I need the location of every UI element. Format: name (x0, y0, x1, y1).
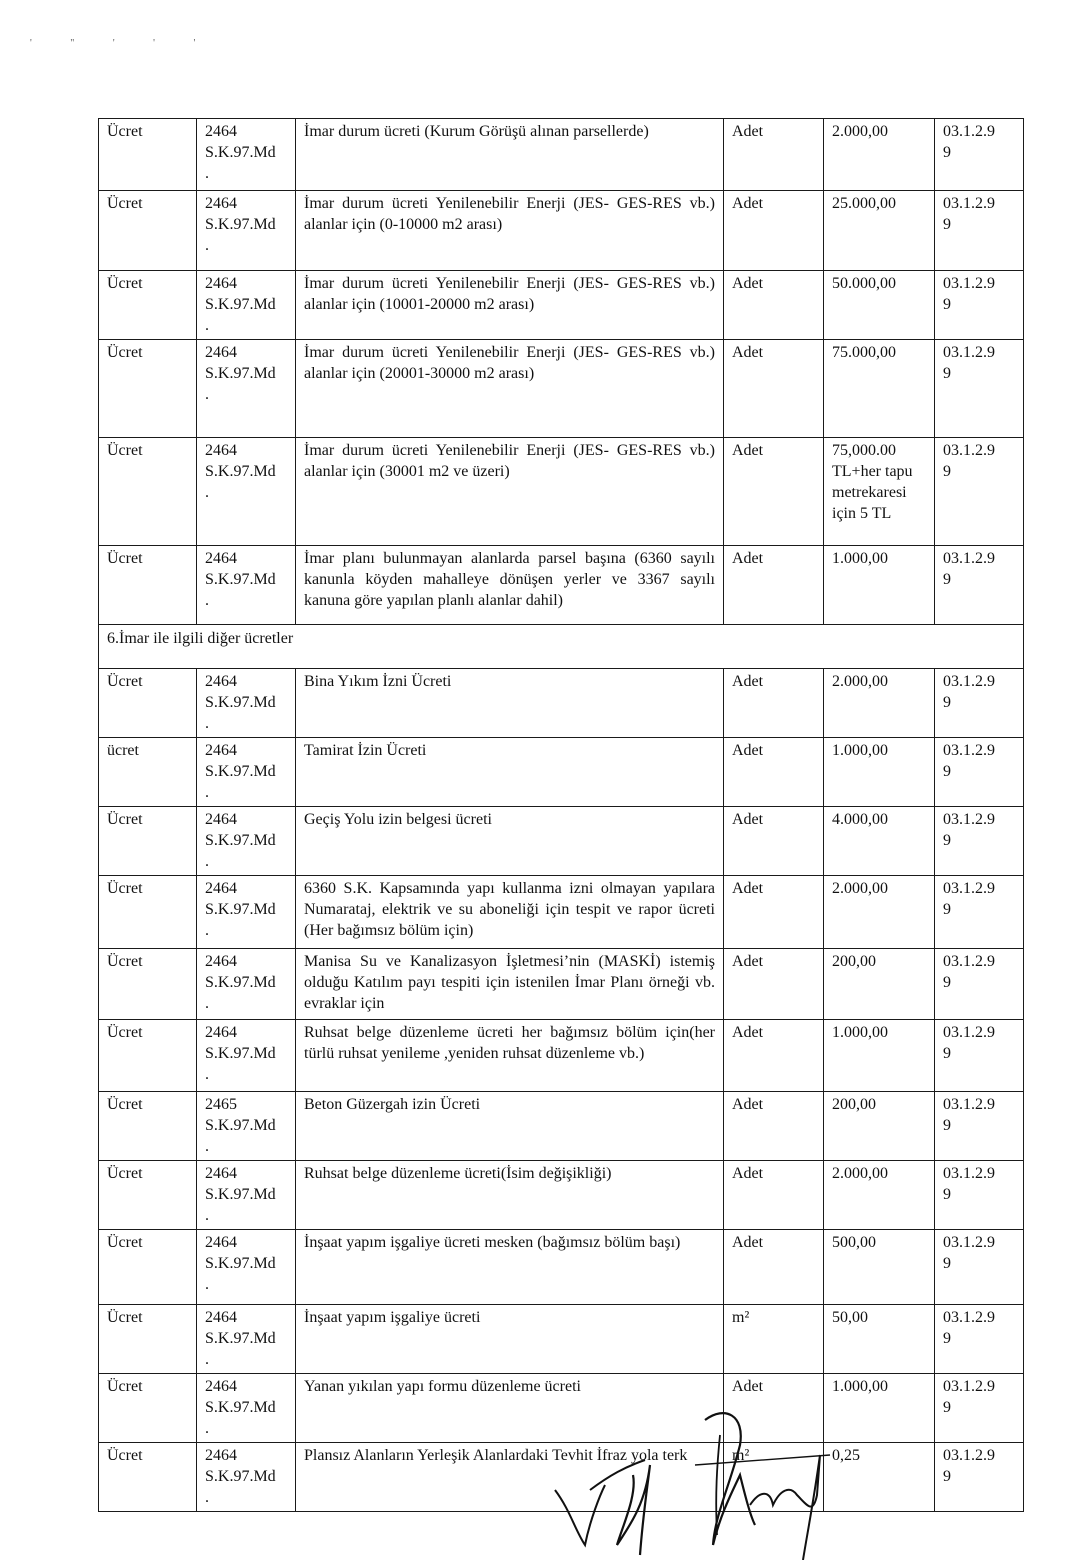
fee-description-cell: İnşaat yapım işgaliye ücreti mesken (bağımsız bölüm başı) (296, 1230, 724, 1305)
amount-cell: 1.000,00 (824, 1374, 935, 1443)
budget-code-line: 9 (943, 144, 951, 161)
amount-cell: 1.000,00 (824, 546, 935, 625)
law-reference-line: 2465 (205, 1096, 237, 1113)
budget-code-line: 9 (943, 694, 951, 711)
budget-code-cell (935, 1092, 1024, 1161)
law-reference-cell (197, 546, 296, 625)
budget-code-line: 9 (943, 1255, 951, 1272)
amount-cell: 2.000,00 (824, 876, 935, 949)
table-row (99, 876, 1024, 949)
budget-code-cell (935, 271, 1024, 340)
fee-type-cell: ücret (99, 738, 197, 807)
law-reference-line: S.K.97.Md (205, 763, 276, 780)
budget-code-cell (935, 1374, 1024, 1443)
unit-cell: Adet (724, 669, 824, 738)
table-row (99, 546, 1024, 625)
budget-code-line: 03.1.2.9 (943, 880, 995, 897)
law-reference-line: S.K.97.Md (205, 974, 276, 991)
law-reference-line: 2464 (205, 344, 237, 361)
law-reference-cell (197, 438, 296, 546)
law-reference-line: S.K.97.Md (205, 463, 276, 480)
budget-code-cell (935, 1305, 1024, 1374)
budget-code-line: 03.1.2.9 (943, 673, 995, 690)
table-row (99, 340, 1024, 438)
law-reference-line: S.K.97.Md (205, 901, 276, 918)
law-reference-cell (197, 191, 296, 271)
law-reference-line: S.K.97.Md (205, 1186, 276, 1203)
law-reference-line: 2464 (205, 742, 237, 759)
signature-marks (545, 1395, 845, 1560)
fee-type-cell: Ücret (99, 1092, 197, 1161)
unit-cell: Adet (724, 807, 824, 876)
table-row (99, 807, 1024, 876)
law-reference-line: . (205, 1066, 209, 1083)
amount-cell: 50,00 (824, 1305, 935, 1374)
law-reference-line: 2464 (205, 1165, 237, 1182)
budget-code-cell (935, 949, 1024, 1020)
budget-code-line: 9 (943, 1045, 951, 1062)
budget-code-line: 03.1.2.9 (943, 123, 995, 140)
budget-code-line: 03.1.2.9 (943, 811, 995, 828)
budget-code-cell (935, 876, 1024, 949)
budget-code-line: 9 (943, 463, 951, 480)
law-reference-line: . (205, 922, 209, 939)
table-row (99, 669, 1024, 738)
law-reference-line: S.K.97.Md (205, 365, 276, 382)
budget-code-line: 9 (943, 1117, 951, 1134)
law-reference-line: S.K.97.Md (205, 1117, 276, 1134)
law-reference-cell (197, 1230, 296, 1305)
fee-type-cell: Ücret (99, 669, 197, 738)
fee-type-cell: Ücret (99, 1374, 197, 1443)
law-reference-line: . (205, 715, 209, 732)
table-row (99, 949, 1024, 1020)
section-title: 6.İmar ile ilgili diğer ücretler (99, 625, 1024, 669)
budget-code-line: 9 (943, 1468, 951, 1485)
law-reference-line: . (205, 1489, 209, 1506)
law-reference-line: . (205, 317, 209, 334)
fee-description-cell: İmar durum ücreti Yenilenebilir Enerji (JES- GES-RES vb.) alanlar için (30001 m2 ve üzeri) (296, 438, 724, 546)
table-row (99, 738, 1024, 807)
law-reference-line: S.K.97.Md (205, 1330, 276, 1347)
law-reference-line: S.K.97.Md (205, 216, 276, 233)
law-reference-line: S.K.97.Md (205, 571, 276, 588)
budget-code-line: 9 (943, 974, 951, 991)
budget-code-cell (935, 1161, 1024, 1230)
law-reference-cell (197, 271, 296, 340)
budget-code-cell (935, 1020, 1024, 1092)
law-reference-cell (197, 669, 296, 738)
unit-cell: m² (724, 1305, 824, 1374)
unit-cell: m² (724, 1443, 824, 1512)
budget-code-line: 03.1.2.9 (943, 1234, 995, 1251)
table-row (99, 271, 1024, 340)
unit-cell: Adet (724, 191, 824, 271)
fee-description-cell: Bina Yıkım İzni Ücreti (296, 669, 724, 738)
budget-code-cell (935, 191, 1024, 271)
fee-type-cell: Ücret (99, 876, 197, 949)
budget-code-cell (935, 340, 1024, 438)
law-reference-cell (197, 738, 296, 807)
amount-cell: 500,00 (824, 1230, 935, 1305)
fee-type-cell: Ücret (99, 1305, 197, 1374)
fee-description-cell: Beton Güzergah izin Ücreti (296, 1092, 724, 1161)
unit-cell: Adet (724, 1020, 824, 1092)
law-reference-line: . (205, 592, 209, 609)
law-reference-cell (197, 1443, 296, 1512)
budget-code-line: 03.1.2.9 (943, 275, 995, 292)
unit-cell: Adet (724, 546, 824, 625)
fee-description-cell: Manisa Su ve Kanalizasyon İşletmesi’nin (MASKİ) istemiş olduğu Katılım payı tespiti için istenilen İmar Planı örneği vb. evraklar için (296, 949, 724, 1020)
law-reference-line: . (205, 1420, 209, 1437)
unit-cell: Adet (724, 271, 824, 340)
fee-description-cell: Yanan yıkılan yapı formu düzenleme ücreti (296, 1374, 724, 1443)
law-reference-line: . (205, 1351, 209, 1368)
law-reference-line: 2464 (205, 1234, 237, 1251)
table-row (99, 191, 1024, 271)
law-reference-cell (197, 1020, 296, 1092)
budget-code-line: 03.1.2.9 (943, 195, 995, 212)
unit-cell: Adet (724, 438, 824, 546)
law-reference-cell (197, 876, 296, 949)
budget-code-line: 03.1.2.9 (943, 742, 995, 759)
budget-code-cell (935, 1230, 1024, 1305)
unit-cell: Adet (724, 738, 824, 807)
law-reference-line: 2464 (205, 880, 237, 897)
fee-description-cell: Tamirat İzin Ücreti (296, 738, 724, 807)
law-reference-cell (197, 340, 296, 438)
scan-specks: ' " ' ' ' (30, 38, 214, 49)
fee-table (98, 118, 1024, 1512)
law-reference-line: . (205, 1276, 209, 1293)
table-row (99, 119, 1024, 191)
budget-code-line: 03.1.2.9 (943, 550, 995, 567)
fee-description-cell: İmar durum ücreti Yenilenebilir Enerji (JES- GES-RES vb.) alanlar için (20001-30000 m2 arası) (296, 340, 724, 438)
unit-cell: Adet (724, 876, 824, 949)
table-row (99, 1161, 1024, 1230)
budget-code-line: 03.1.2.9 (943, 953, 995, 970)
law-reference-cell (197, 949, 296, 1020)
law-reference-line: . (205, 484, 209, 501)
unit-cell: Adet (724, 119, 824, 191)
law-reference-line: S.K.97.Md (205, 144, 276, 161)
law-reference-line: S.K.97.Md (205, 296, 276, 313)
law-reference-line: . (205, 784, 209, 801)
budget-code-line: 9 (943, 571, 951, 588)
law-reference-line: 2464 (205, 811, 237, 828)
law-reference-line: 2464 (205, 550, 237, 567)
amount-cell: 2.000,00 (824, 669, 935, 738)
law-reference-cell (197, 1161, 296, 1230)
law-reference-line: S.K.97.Md (205, 1468, 276, 1485)
fee-description-cell: İmar durum ücreti Yenilenebilir Enerji (JES- GES-RES vb.) alanlar için (10001-20000 m2 arası) (296, 271, 724, 340)
amount-cell: 2.000,00 (824, 119, 935, 191)
fee-description-cell: İmar durum ücreti Yenilenebilir Enerji (JES- GES-RES vb.) alanlar için (0-10000 m2 arası) (296, 191, 724, 271)
budget-code-cell (935, 1443, 1024, 1512)
table-row (99, 438, 1024, 546)
amount-cell: 0,25 (824, 1443, 935, 1512)
fee-type-cell: Ücret (99, 119, 197, 191)
fee-description-cell: Plansız Alanların Yerleşik Alanlardaki Tevhit İfraz yola terk (296, 1443, 724, 1512)
amount-cell: 4.000,00 (824, 807, 935, 876)
fee-description-cell: İnşaat yapım işgaliye ücreti (296, 1305, 724, 1374)
amount-cell: 200,00 (824, 1092, 935, 1161)
unit-cell: Adet (724, 1092, 824, 1161)
budget-code-line: 03.1.2.9 (943, 1378, 995, 1395)
law-reference-line: . (205, 237, 209, 254)
budget-code-line: 03.1.2.9 (943, 1309, 995, 1326)
fee-type-cell: Ücret (99, 438, 197, 546)
unit-cell: Adet (724, 949, 824, 1020)
fee-type-cell: Ücret (99, 1230, 197, 1305)
law-reference-line: . (205, 853, 209, 870)
law-reference-line: S.K.97.Md (205, 694, 276, 711)
budget-code-cell (935, 438, 1024, 546)
fee-type-cell: Ücret (99, 271, 197, 340)
budget-code-line: 03.1.2.9 (943, 1165, 995, 1182)
unit-cell: Adet (724, 340, 824, 438)
unit-cell: Adet (724, 1374, 824, 1443)
fee-description-cell: İmar planı bulunmayan alanlarda parsel başına (6360 sayılı kanunla köyden mahalleye dönüşen yerler ve 3367 sayılı kanuna göre yapılan planlı alanlar dahil) (296, 546, 724, 625)
amount-cell: 1.000,00 (824, 738, 935, 807)
law-reference-line: . (205, 995, 209, 1012)
section-header-row (99, 625, 1024, 669)
fee-description-cell: Ruhsat belge düzenleme ücreti(İsim değişikliği) (296, 1161, 724, 1230)
law-reference-cell (197, 807, 296, 876)
table-row (99, 1305, 1024, 1374)
budget-code-line: 03.1.2.9 (943, 1447, 995, 1464)
budget-code-line: 9 (943, 1399, 951, 1416)
budget-code-line: 9 (943, 216, 951, 233)
fee-type-cell: Ücret (99, 949, 197, 1020)
law-reference-line: . (205, 1138, 209, 1155)
budget-code-cell (935, 738, 1024, 807)
amount-cell: 200,00 (824, 949, 935, 1020)
law-reference-cell (197, 1305, 296, 1374)
fee-description-cell: Ruhsat belge düzenleme ücreti her bağımsız bölüm için(her türlü ruhsat yenileme ,yeniden ruhsat düzenleme vb.) (296, 1020, 724, 1092)
law-reference-line: 2464 (205, 1447, 237, 1464)
law-reference-line: S.K.97.Md (205, 1399, 276, 1416)
law-reference-line: 2464 (205, 123, 237, 140)
table-row (99, 1020, 1024, 1092)
law-reference-line: 2464 (205, 1309, 237, 1326)
law-reference-line: . (205, 386, 209, 403)
fee-description-cell: 6360 S.K. Kapsamında yapı kullanma izni olmayan yapılara Numarataj, elektrik ve su aboneliği için tespit ve rapor ücreti (Her bağımsız bölüm için) (296, 876, 724, 949)
law-reference-cell (197, 1374, 296, 1443)
budget-code-line: 03.1.2.9 (943, 1096, 995, 1113)
amount-cell: 50.000,00 (824, 271, 935, 340)
law-reference-line: 2464 (205, 953, 237, 970)
budget-code-line: 03.1.2.9 (943, 442, 995, 459)
fee-description-cell: İmar durum ücreti (Kurum Görüşü alınan parsellerde) (296, 119, 724, 191)
budget-code-line: 9 (943, 1330, 951, 1347)
budget-code-line: 03.1.2.9 (943, 1024, 995, 1041)
law-reference-line: 2464 (205, 442, 237, 459)
amount-cell: 1.000,00 (824, 1020, 935, 1092)
law-reference-line: S.K.97.Md (205, 1045, 276, 1062)
law-reference-line: 2464 (205, 275, 237, 292)
table-row (99, 1092, 1024, 1161)
amount-cell: 75,000.00 TL+her tapu metrekaresi için 5 TL (824, 438, 935, 546)
budget-code-line: 03.1.2.9 (943, 344, 995, 361)
amount-cell: 75.000,00 (824, 340, 935, 438)
law-reference-line: 2464 (205, 195, 237, 212)
fee-type-cell: Ücret (99, 1443, 197, 1512)
fee-type-cell: Ücret (99, 191, 197, 271)
unit-cell: Adet (724, 1230, 824, 1305)
budget-code-line: 9 (943, 365, 951, 382)
amount-cell: 2.000,00 (824, 1161, 935, 1230)
law-reference-line: S.K.97.Md (205, 832, 276, 849)
fee-type-cell: Ücret (99, 807, 197, 876)
budget-code-line: 9 (943, 1186, 951, 1203)
law-reference-line: 2464 (205, 1024, 237, 1041)
law-reference-cell (197, 119, 296, 191)
fee-type-cell: Ücret (99, 1020, 197, 1092)
budget-code-line: 9 (943, 901, 951, 918)
budget-code-line: 9 (943, 832, 951, 849)
law-reference-line: 2464 (205, 673, 237, 690)
law-reference-line: . (205, 1207, 209, 1224)
fee-type-cell: Ücret (99, 340, 197, 438)
budget-code-cell (935, 119, 1024, 191)
law-reference-line: . (205, 165, 209, 182)
law-reference-cell (197, 1092, 296, 1161)
budget-code-line: 9 (943, 763, 951, 780)
fee-description-cell: Geçiş Yolu izin belgesi ücreti (296, 807, 724, 876)
amount-cell: 25.000,00 (824, 191, 935, 271)
budget-code-cell (935, 669, 1024, 738)
law-reference-line: S.K.97.Md (205, 1255, 276, 1272)
budget-code-cell (935, 807, 1024, 876)
law-reference-line: 2464 (205, 1378, 237, 1395)
fee-type-cell: Ücret (99, 546, 197, 625)
budget-code-line: 9 (943, 296, 951, 313)
table-row (99, 1230, 1024, 1305)
fee-type-cell: Ücret (99, 1161, 197, 1230)
budget-code-cell (935, 546, 1024, 625)
unit-cell: Adet (724, 1161, 824, 1230)
